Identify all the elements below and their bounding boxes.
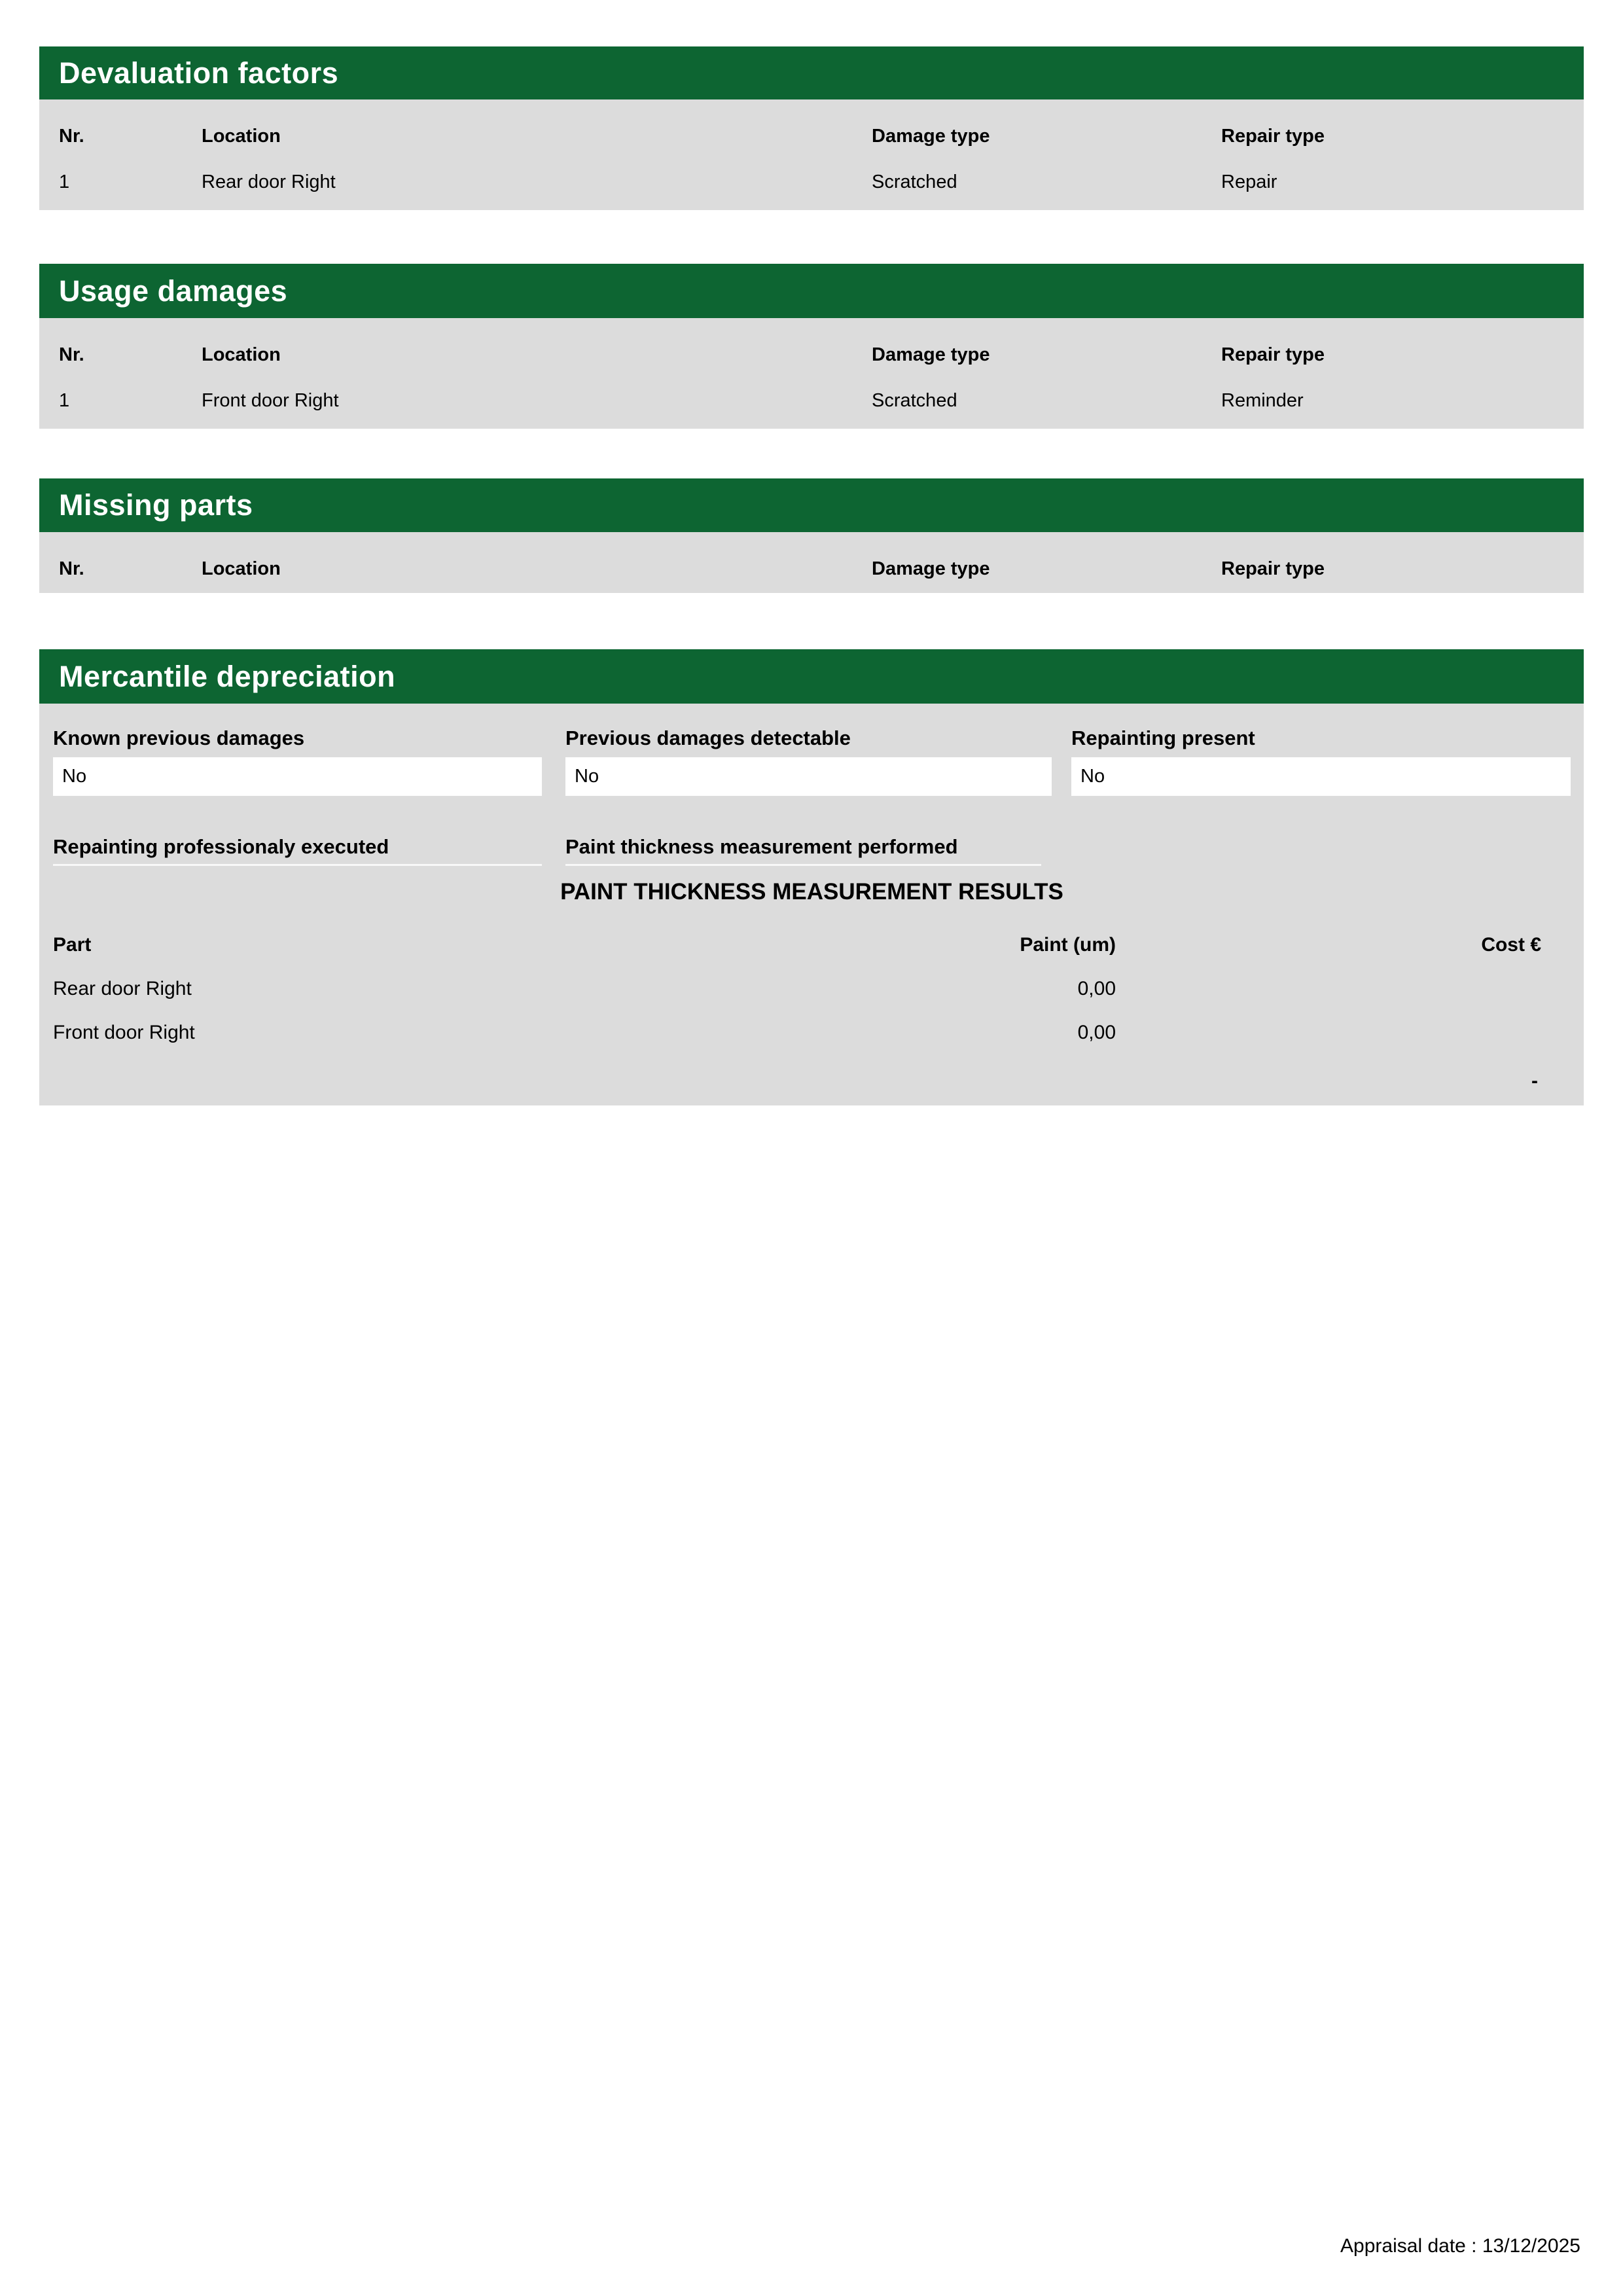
field-value: No: [1080, 766, 1105, 787]
table-header-row: [59, 340, 1584, 370]
col-header-nr: Nr.: [59, 126, 84, 147]
table-header-row: [59, 122, 1584, 151]
section-usage-damages: [39, 264, 1584, 429]
usage-table: [39, 318, 1584, 429]
paint-thickness-table: [53, 930, 1571, 1096]
section-title-bar: [39, 478, 1584, 532]
cell-paint-value: 0,00: [1077, 977, 1116, 999]
section-title: Usage damages: [59, 274, 288, 308]
cell-repair-type: Repair: [1221, 171, 1277, 192]
appraisal-date: Appraisal date : 13/12/2025: [1340, 2235, 1580, 2257]
cell-location: Front door Right: [202, 390, 339, 411]
field-previous-damages-detectable: [565, 725, 1052, 796]
paint-thickness-results-title: PAINT THICKNESS MEASUREMENT RESULTS: [560, 879, 1063, 905]
col-header-damage-type: Damage type: [872, 126, 990, 147]
devaluation-table: [39, 99, 1584, 210]
col-header-damage-type: Damage type: [872, 344, 990, 365]
section-title: Devaluation factors: [59, 56, 339, 90]
mercantile-extra-labels-row: [53, 834, 1571, 866]
missing-parts-table: [39, 532, 1584, 593]
col-header-cost: Cost €: [1481, 933, 1541, 956]
section-title: Mercantile depreciation: [59, 659, 396, 693]
cell-damage-type: Scratched: [872, 171, 957, 192]
col-header-damage-type: Damage type: [872, 558, 990, 579]
table-row: [59, 168, 1584, 197]
col-header-nr: Nr.: [59, 344, 84, 365]
paint-table-header-row: [53, 930, 1571, 960]
cell-nr: 1: [59, 171, 70, 192]
col-header-location: Location: [202, 126, 281, 147]
paint-table-row: [53, 974, 1571, 1003]
col-header-location: Location: [202, 558, 281, 579]
col-header-repair-type: Repair type: [1221, 126, 1325, 147]
col-header-nr: Nr.: [59, 558, 84, 579]
col-header-location: Location: [202, 344, 281, 365]
col-header-repair-type: Repair type: [1221, 558, 1325, 579]
section-title-bar: [39, 46, 1584, 99]
section-title-bar: [39, 649, 1584, 704]
col-header-paint-um: Paint (um): [1020, 933, 1116, 956]
cell-paint-value: 0,00: [1077, 1021, 1116, 1043]
known-previous-damages-input[interactable]: [53, 757, 542, 796]
field-underline: [53, 864, 542, 866]
section-title-bar: [39, 264, 1584, 318]
mercantile-fields-row: [53, 725, 1571, 796]
previous-damages-detectable-input[interactable]: [565, 757, 1052, 796]
cell-nr: 1: [59, 390, 70, 411]
paint-table-total-row: [53, 1066, 1571, 1096]
field-value: No: [62, 766, 87, 787]
field-value: No: [575, 766, 599, 787]
col-header-repair-type: Repair type: [1221, 344, 1325, 365]
field-underline: [565, 864, 1041, 866]
section-mercantile-depreciation: [39, 649, 1584, 1105]
field-label: Previous damages detectable: [565, 726, 851, 749]
section-title: Missing parts: [59, 488, 253, 522]
field-label: Known previous damages: [53, 726, 305, 749]
paint-table-row: [53, 1018, 1571, 1047]
field-label: Repainting professionaly executed: [53, 835, 389, 858]
cell-damage-type: Scratched: [872, 390, 957, 411]
field-label: Repainting present: [1071, 726, 1255, 749]
field-repainting-present: [1071, 725, 1571, 796]
field-repainting-executed: [53, 834, 542, 866]
field-known-previous-damages: [53, 725, 542, 796]
section-missing-parts: [39, 478, 1584, 593]
cell-location: Rear door Right: [202, 171, 336, 192]
cell-part: Rear door Right: [53, 977, 192, 999]
col-header-part: Part: [53, 933, 92, 956]
table-header-row: [59, 554, 1584, 584]
cell-repair-type: Reminder: [1221, 390, 1304, 411]
mercantile-content: [39, 704, 1584, 1105]
table-row: [59, 386, 1584, 416]
field-measurement-performed: [565, 834, 1041, 866]
section-devaluation-factors: [39, 46, 1584, 210]
repainting-present-input[interactable]: [1071, 757, 1571, 796]
cell-part: Front door Right: [53, 1021, 195, 1043]
total-cost-value: -: [1531, 1069, 1538, 1092]
field-label: Paint thickness measurement performed: [565, 835, 958, 858]
